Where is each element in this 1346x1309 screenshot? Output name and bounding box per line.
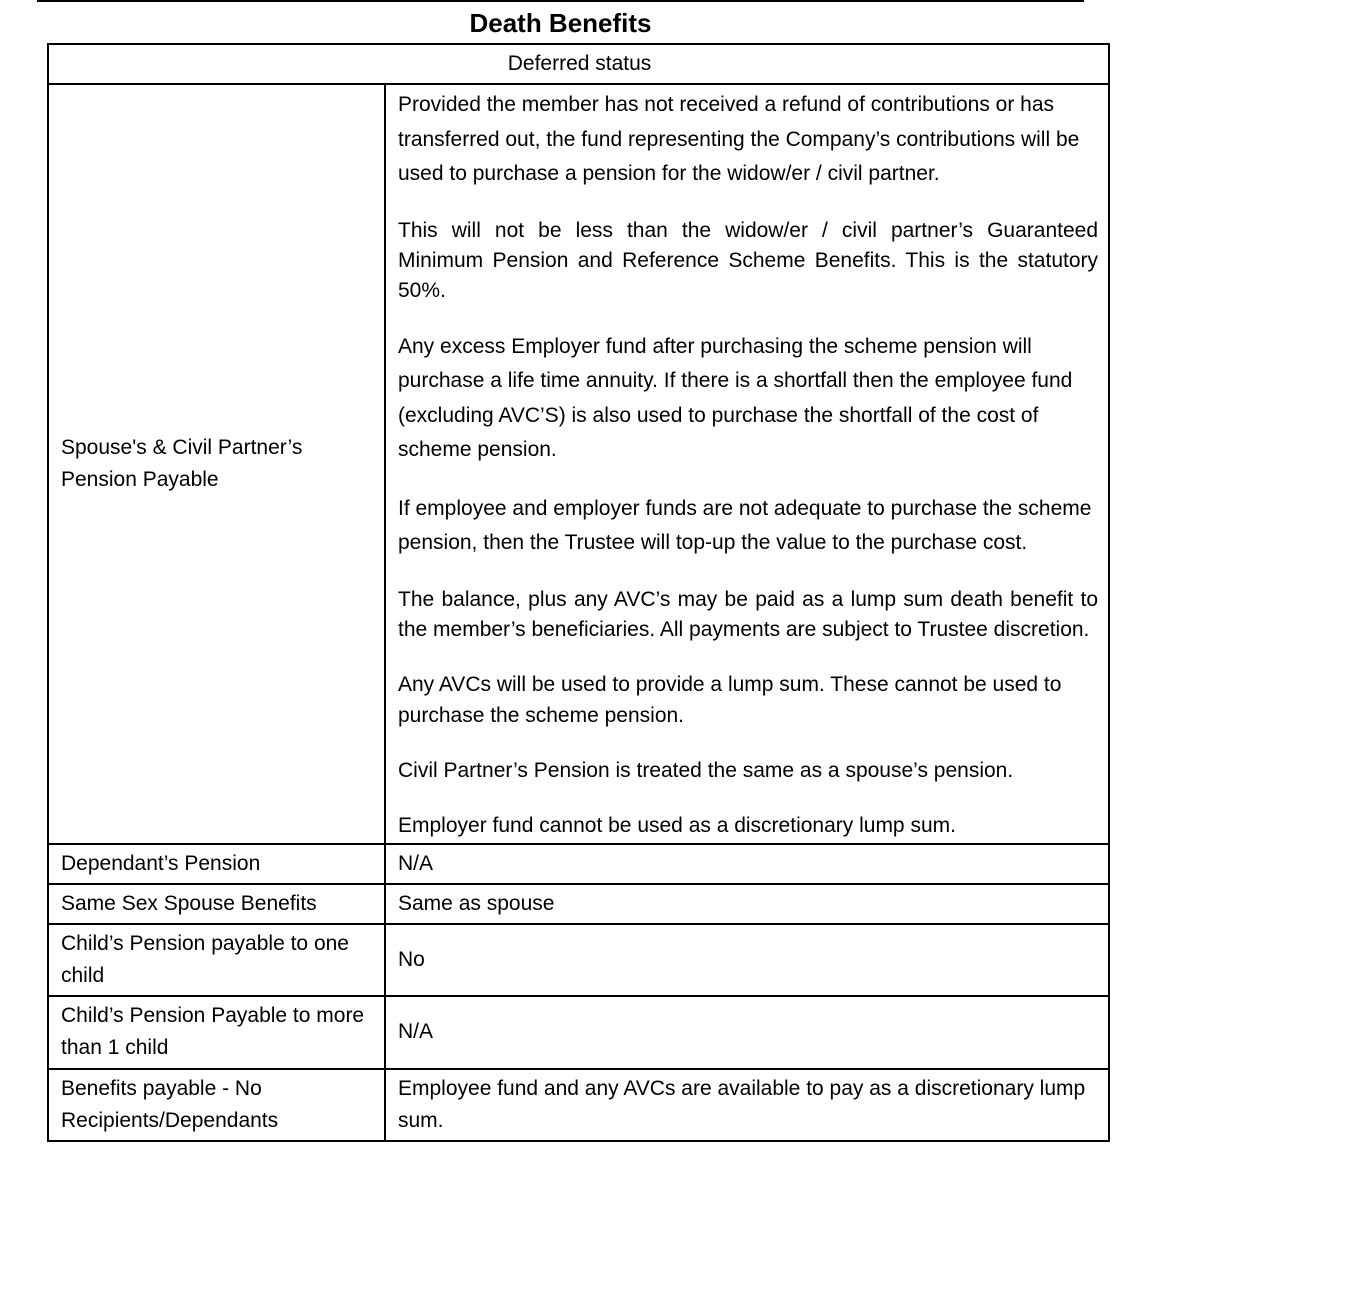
paragraph: Civil Partner’s Pension is treated the same as a spouse’s pension.: [398, 758, 1014, 782]
row-label-spouse-pension: Spouse's & Civil Partner’s Pension Payable: [48, 84, 385, 844]
paragraph: If employee and employer funds are not adequate to purchase the scheme pension, then the Trustee will top-up the value to the purchase cost.: [398, 496, 1092, 554]
row-value-no-recipients: Employee fund and any AVCs are available to pay as a discretionary lump sum.: [385, 1069, 1109, 1141]
page-title: Death Benefits: [469, 8, 652, 38]
row-value-spouse-pension: [385, 84, 1109, 844]
row-value-same-sex-spouse: Same as spouse: [385, 884, 1109, 924]
paragraph: Provided the member has not received a refund of contributions or has transferred out, the fund representing the Company’s contributions will be used to purchase a pension for the widow/er / civil partner.: [398, 93, 1080, 185]
paragraph: The balance, plus any AVC’s may be paid as a lump sum death benefit to the member’s beneficiaries. All payments are subject to Trustee discretion.: [398, 587, 1099, 641]
row-label-dependants-pension: Dependant’s Pension: [48, 844, 385, 884]
table-row: [48, 844, 1109, 884]
row-value-dependants-pension: N/A: [385, 844, 1109, 884]
row-value-child-pension-multiple: N/A: [385, 996, 1109, 1069]
paragraph: This will not be less than the widow/er / civil partner’s Guaranteed Minimum Pension and Reference Scheme Benefits. This is the statutory 50%.: [398, 218, 1099, 302]
paragraph: Any AVCs will be used to provide a lump sum. These cannot be used to purchase the scheme pension.: [398, 672, 1062, 727]
status-header: Deferred status: [48, 44, 1109, 84]
paragraph: Employer fund cannot be used as a discretionary lump sum.: [398, 813, 956, 837]
row-label-same-sex-spouse: Same Sex Spouse Benefits: [48, 884, 385, 924]
paragraph: Any excess Employer fund after purchasing the scheme pension will purchase a life time annuity. If there is a shortfall then the employee fund (excluding AVC’S) is also used to purchase the shortfall of the cost of scheme pension.: [398, 334, 1073, 461]
table-row: [48, 84, 1109, 844]
death-benefits-table: [47, 43, 1110, 1142]
row-label-child-pension-one: Child’s Pension payable to one child: [48, 924, 385, 996]
row-value-child-pension-one: No: [385, 924, 1109, 996]
table-row: [48, 996, 1109, 1069]
table-row: [48, 884, 1109, 924]
row-label-child-pension-multiple: Child’s Pension Payable to more than 1 child: [48, 996, 385, 1069]
row-label-no-recipients: Benefits payable - No Recipients/Dependants: [48, 1069, 385, 1141]
table-row: [48, 1069, 1109, 1141]
table-row: [48, 924, 1109, 996]
top-rule: [37, 0, 1084, 2]
table-header-row: [48, 44, 1109, 84]
